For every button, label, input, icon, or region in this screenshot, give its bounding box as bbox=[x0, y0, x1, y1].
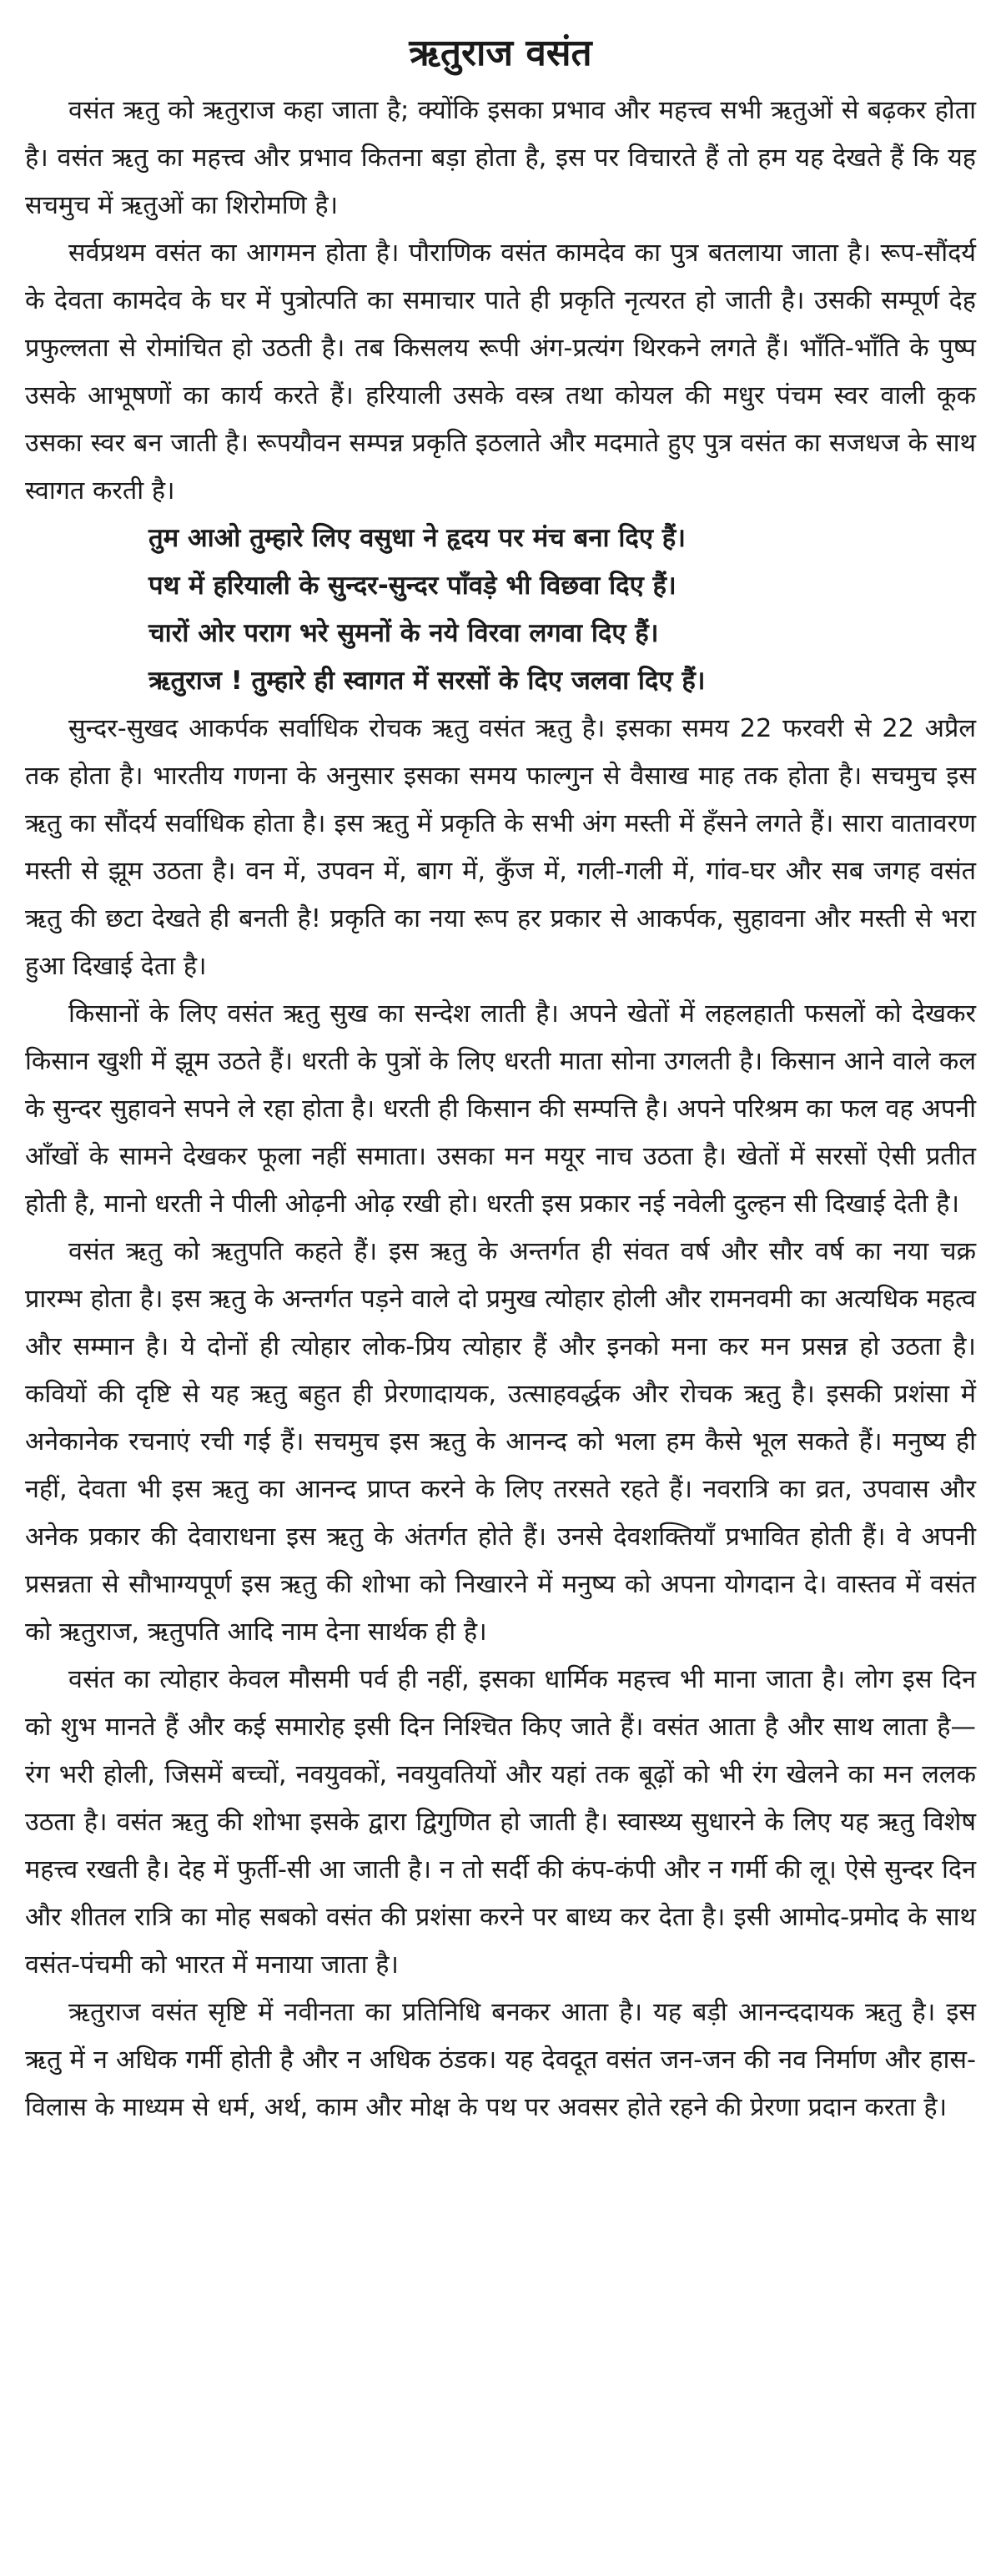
essay-title: ऋतुराज वसंत bbox=[409, 32, 592, 74]
essay-paragraph-5: वसंत ऋतु को ऋतुपति कहते हैं। इस ऋतु के अन्तर्गत ही संवत वर्ष और सौर वर्ष का नया चक्र प्रारम्भ होता है। इस ऋतु के अन्तर्गत पड़ने वाले दो प्रमुख त्योहार होली और रामनवमी का अत्यधिक महत्व और सम्मान है। ये दोनों ही त्योहार लोक-प्रिय त्योहार हैं और इनको मना कर मन प्रसन्न हो उठता है। कवियों की दृष्टि से यह ऋतु बहुत ही प्रेरणादायक, उत्साहवर्द्धक और रोचक ऋतु है। इसकी प्रशंसा में अनेकानेक रचनाएं रची गई हैं। सचमुच इस ऋतु के आनन्द को भला हम कैसे भूल सकते हैं। मनुष्य ही नहीं, देवता भी इस ऋतु का आनन्द प्राप्त करने के लिए तरसते रहते हैं। नवरात्रि का व्रत, उपवास और अनेक प्रकार की देवाराधना इस ऋतु के अंतर्गत होते हैं। उनसे देवशक्तियाँ प्रभावित होती हैं। वे अपनी प्रसन्नता से सौभाग्यपूर्ण इस ऋतु की शोभा को निखारने में मनुष्य को अपना योगदान दे। वास्तव में वसंत को ऋतुराज, ऋतुपति आदि नाम देना सार्थक ही है। bbox=[25, 1237, 976, 1647]
essay-paragraph-4: किसानों के लिए वसंत ऋतु सुख का सन्देश लाती है। अपने खेतों में लहलहाती फसलों को देखकर किसान खुशी में झूम उठते हैं। धरती के पुत्रों के लिए धरती माता सोना उगलती है। किसान आने वाले कल के सुन्दर सुहावने सपने ले रहा होता है। धरती ही किसान की सम्पत्ति है। अपने परिश्रम का फल वह अपनी आँखों के सामने देखकर फूला नहीं समाता। उसका मन मयूर नाच उठता है। खेतों में सरसों ऐसी प्रतीत होती है, मानो धरती ने पीली ओढ़नी ओढ़ रखी हो। धरती इस प्रकार नई नवेली दुल्हन सी दिखाई देती है। bbox=[25, 999, 976, 1219]
essay-paragraph-1: वसंत ऋतु को ऋतुराज कहा जाता है; क्योंकि इसका प्रभाव और महत्त्व सभी ऋतुओं से बढ़कर होता है। वसंत ऋतु का महत्त्व और प्रभाव कितना बड़ा होता है, इस पर विचारते हैं तो हम यह देखते हैं कि यह सचमुच में ऋतुओं का शिरोमणि है। bbox=[25, 96, 976, 220]
poem-line-3: चारों ओर पराग भरे सुमनों के नये विरवा लगवा दिए हैं। bbox=[148, 618, 659, 648]
essay-paragraph-2: सर्वप्रथम वसंत का आगमन होता है। पौराणिक वसंत कामदेव का पुत्र बतलाया जाता है। रूप-सौंदर्य के देवता कामदेव के घर में पुत्रोत्पति का समाचार पाते ही प्रकृति नृत्यरत हो जाती है। उसकी सम्पूर्ण देह प्रफुल्लता से रोमांचित हो उठती है। तब किसलय रूपी अंग-प्रत्यंग थिरकने लगते हैं। भाँति-भाँति के पुष्प उसके आभूषणों का कार्य करते हैं। हरियाली उसके वस्त्र तथा कोयल की मधुर पंचम स्वर वाली कूक उसका स्वर बन जाती है। रूपयौवन सम्पन्न प्रकृति इठलाते और मदमाते हुए पुत्र वसंत का सजधज के साथ स्वागत करती है। bbox=[25, 239, 976, 506]
essay-paragraph-7: ऋतुराज वसंत सृष्टि में नवीनता का प्रतिनिधि बनकर आता है। यह बड़ी आनन्ददायक ऋतु है। इस ऋतु में न अधिक गर्मी होती है और न अधिक ठंडक। यह देवदूत वसंत जन-जन की नव निर्माण और हास-विलास के माध्यम से धर्म, अर्थ, काम और मोक्ष के पथ पर अवसर होते रहने की प्रेरणा प्रदान करता है। bbox=[25, 1998, 976, 2122]
essay-paragraph-6: वसंत का त्योहार केवल मौसमी पर्व ही नहीं, इसका धार्मिक महत्त्व भी माना जाता है। लोग इस दिन को शुभ मानते हैं और कई समारोह इसी दिन निश्चित किए जाते हैं। वसंत आता है और साथ लाता है—रंग भरी होली, जिसमें बच्चों, नवयुवकों, नवयुवतियों और यहां तक बूढ़ों को भी रंग खेलने का मन ललक उठता है। वसंत ऋतु की शोभा इसके द्वारा द्विगुणित हो जाती है। स्वास्थ्य सुधारने के लिए यह ऋतु विशेष महत्त्व रखती है। देह में फुर्ती-सी आ जाती है। न तो सर्दी की कंप-कंपी और न गर्मी की लू। ऐसे सुन्दर दिन और शीतल रात्रि का मोह सबको वसंत की प्रशंसा करने पर बाध्य कर देता है। इसी आमोद-प्रमोद के साथ वसंत-पंचमी को भारत में मनाया जाता है। bbox=[25, 1665, 976, 1980]
poem-line-1: तुम आओ तुम्हारे लिए वसुधा ने हृदय पर मंच बना दिए हैं। bbox=[148, 523, 686, 553]
essay-paragraph-3: सुन्दर-सुखद आकर्पक सर्वाधिक रोचक ऋतु वसंत ऋतु है। इसका समय 22 फरवरी से 22 अप्रैल तक होता है। भारतीय गणना के अनुसार इसका समय फाल्गुन से वैसाख माह तक होता है। सचमुच इस ऋतु का सौंदर्य सर्वाधिक होता है। इस ऋतु में प्रकृति के सभी अंग मस्ती में हँसने लगते हैं। सारा वातावरण मस्ती से झूम उठता है। वन में, उपवन में, बाग में, कुँज में, गली-गली में, गांव-घर और सब जगह वसंत ऋतु की छटा देखते ही बनती है! प्रकृति का नया रूप हर प्रकार से आकर्पक, सुहावना और मस्ती से भरा हुआ दिखाई देता है। bbox=[25, 714, 976, 981]
poem-stanza bbox=[148, 515, 976, 705]
poem-line-4: ऋतुराज ! तुम्हारे ही स्वागत में सरसों के दिए जलवा दिए हैं। bbox=[148, 666, 706, 696]
poem-line-2: पथ में हरियाली के सुन्दर-सुन्दर पाँवड़े भी विछवा दिए हैं। bbox=[148, 571, 677, 601]
